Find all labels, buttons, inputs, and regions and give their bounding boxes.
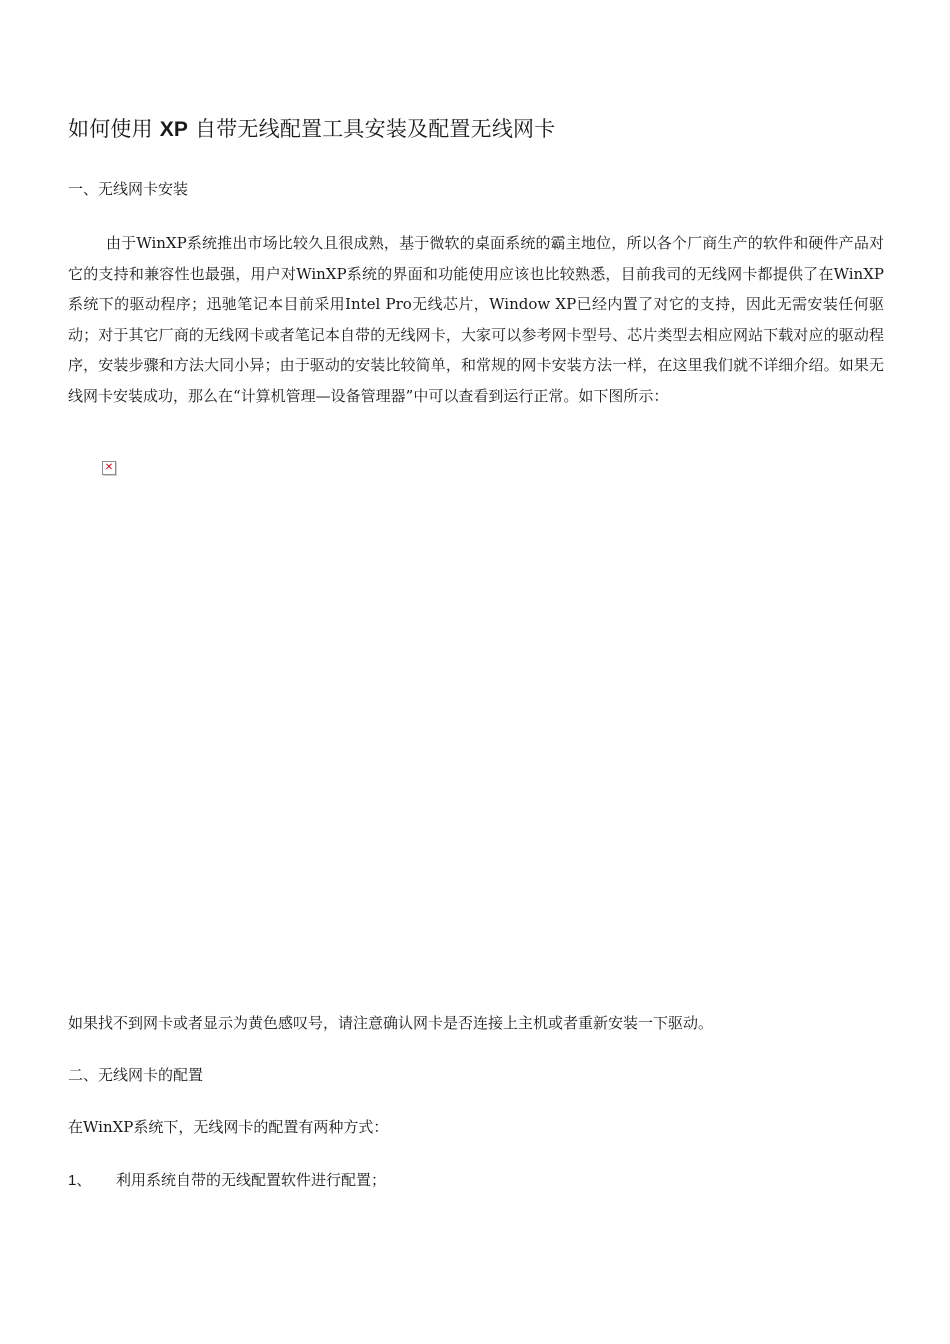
config-intro: 在WinXP系统下，无线网卡的配置有两种方式： xyxy=(68,1118,389,1136)
title-suffix: 自带无线配置工具安装及配置无线网卡 xyxy=(195,117,556,141)
title-bold-xp: XP xyxy=(159,118,189,141)
section1-heading: 一、无线网卡安装 xyxy=(68,180,189,198)
image-note: 如果找不到网卡或者显示为黄色感叹号，请注意确认网卡是否连接上主机或者重新安装一下驱动。 xyxy=(68,1014,714,1032)
broken-image-x-icon: ✕ xyxy=(104,462,114,473)
list-item-text: 利用系统自带的无线配置软件进行配置； xyxy=(116,1171,387,1189)
section1-paragraph: 由于WinXP系统推出市场比较久且很成熟，基于微软的桌面系统的霸主地位，所以各个厂商生产的软件和硬件产品对它的支持和兼容性也最强，用户对WinXP系统的界面和功能使用应该也比较熟悉，目前我司的无线网卡都提供了在WinXP系统下的驱动程序；迅驰笔记本目前采用Intel Pro无线芯片，Window XP已经内置了对它的支持，因此无需安装任何驱动；对于其它厂商的无线网卡或者笔记本自带的无线网卡，大家可以参考网卡型号、芯片类型去相应网站下载对应的驱动程序，安装步骤和方法大同小异；由于驱动的安装比较简单，和常规的网卡安装方法一样，在这里我们就不详细介绍。如果无线网卡安装成功，那么在“计算机管理—设备管理器”中可以查看到运行正常。如下图所示： xyxy=(68,234,884,405)
list-item xyxy=(68,1169,386,1192)
section2-heading: 二、无线网卡的配置 xyxy=(68,1066,204,1084)
broken-image-icon xyxy=(102,461,116,475)
title-prefix: 如何使用 xyxy=(68,117,153,141)
document-title xyxy=(68,114,888,145)
list-item-number: 1、 xyxy=(68,1172,92,1189)
